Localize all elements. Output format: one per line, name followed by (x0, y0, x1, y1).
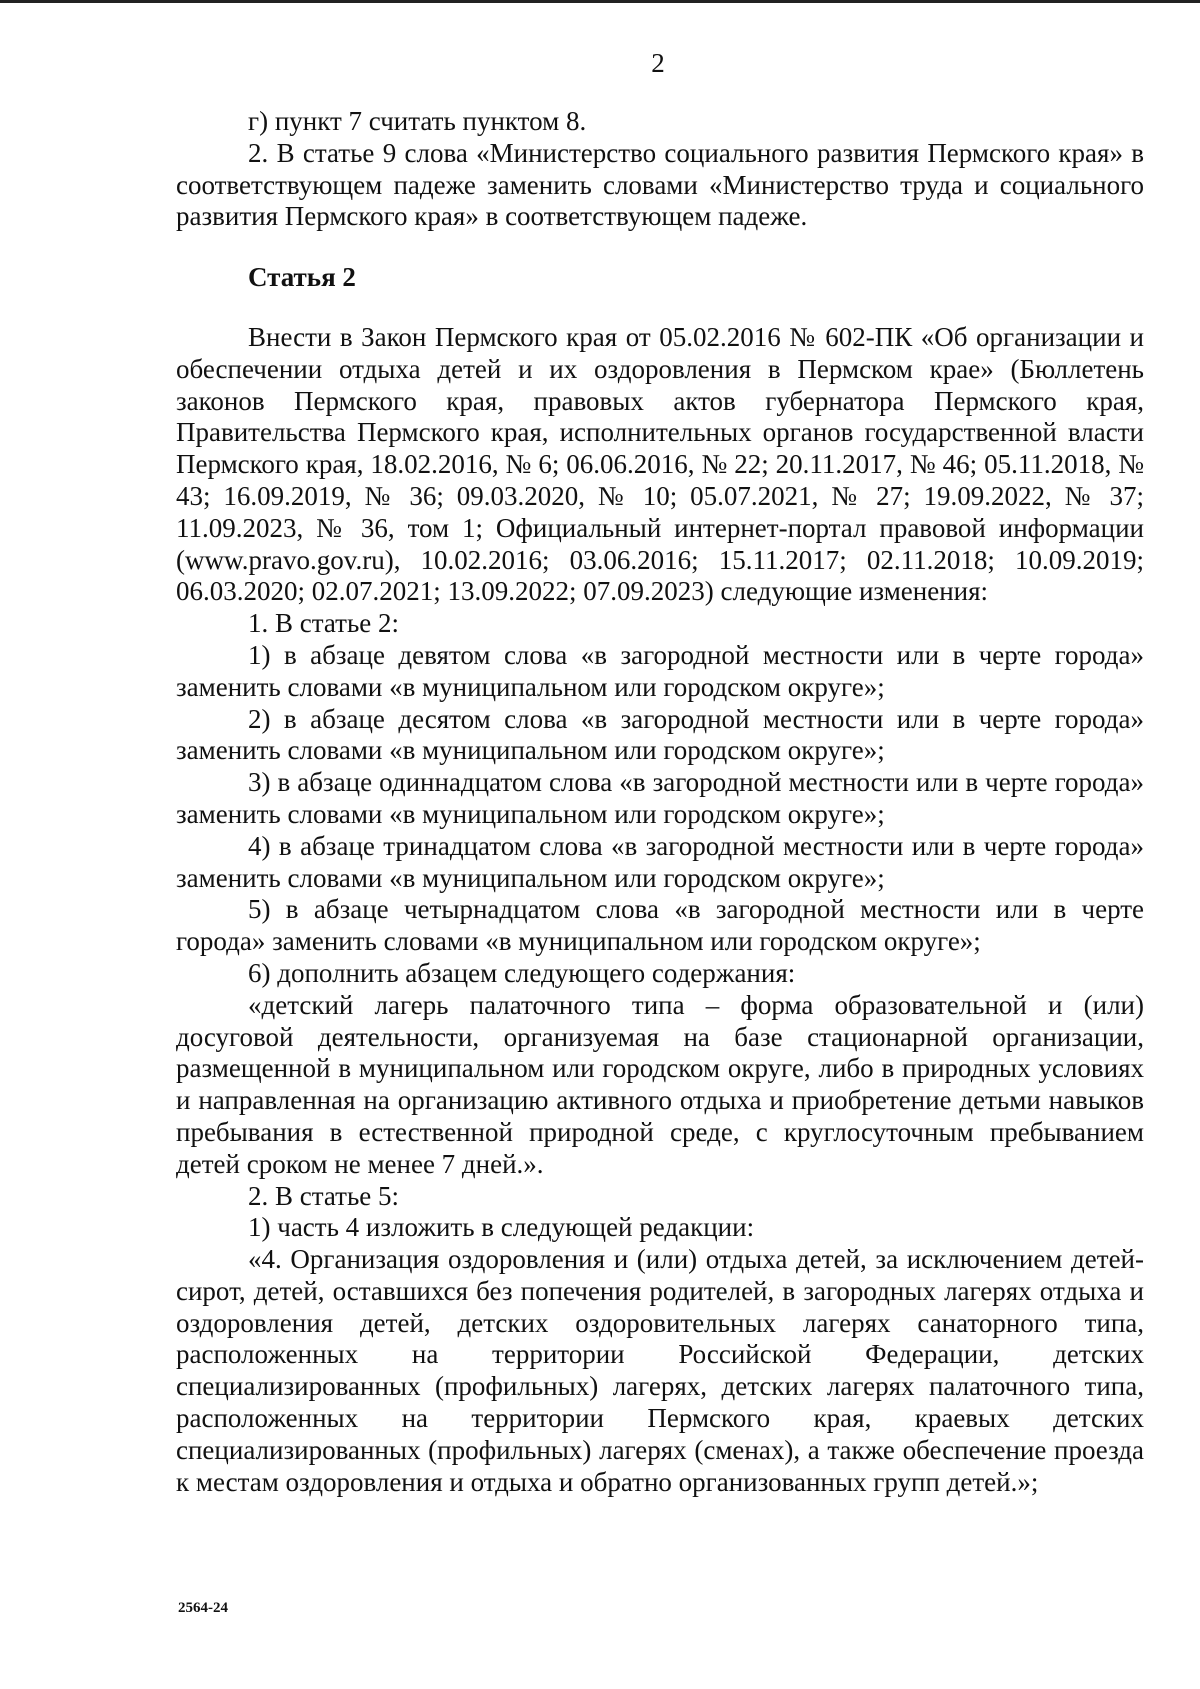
paragraph: 2. В статье 5: (248, 1180, 400, 1211)
document-code: 2564-24 (178, 1600, 228, 1616)
paragraph: 2) в абзаце десятом слова «в загородной местности или в черте города» заменить словами «в муниципальном или городском округе»; (176, 703, 1144, 766)
paragraph: 6) дополнить абзацем следующего содержания: (248, 957, 796, 988)
page-number: 2 (651, 48, 665, 78)
paragraph: «4. Организация оздоровления и (или) отдыха детей, за исключением детей-сирот, детей, оставшихся без попечения родителей, в загородных лагерях отдыха и оздоровления детей, детских оздоровительных лагерях санаторного типа, расположенных на территории Российской Федерации, детских специализированных (профильных) лагерях, детских лагерях палаточного типа, расположенных на территории Пермского края, краевых детских специализированных (профильных) лагерях (сменах), а также обеспечение проезда к местам оздоровления и отдыха и обратно организованных групп детей.»; (176, 1244, 1144, 1497)
scan-top-edge (0, 0, 1200, 3)
paragraph: 3) в абзаце одиннадцатом слова «в загородной местности или в черте города» заменить словами «в муниципальном или городском округе»; (176, 767, 1144, 829)
paragraph: «детский лагерь палаточного типа – форма образовательной и (или) досуговой деятельности, организуемая на базе стационарной организации, размещенной в муниципальном или городском округе, либо в природных условиях и направленная на организацию активного отдыха и приобретение детьми навыков пребывания в естественной природной среде, с круглосуточным пребыванием детей сроком не менее 7 дней.». (176, 989, 1144, 1179)
paragraph: г) пункт 7 считать пунктом 8. (248, 106, 587, 136)
article-heading: Статья 2 (248, 262, 356, 293)
paragraph: 1. В статье 2: (248, 608, 400, 639)
document-body (176, 106, 1144, 1498)
paragraph: Внести в Закон Пермского края от 05.02.2016 № 602-ПК «Об организации и обеспечении отдыха детей и их оздоровления в Пермском крае» (Бюллетень законов Пермского края, правовых актов губернатора Пермского края, Правительства Пермского края, исполнительных органов государственной власти Пермского края, 18.02.2016, № 6; 06.06.2016, № 22; 20.11.2017, № 46; 05.11.2018, № 43; 16.09.2019, № 36; 09.03.2020, № 10; 05.07.2021, № 27; 19.09.2022, № 37; 11.09.2023, № 36, том 1; Официальный интернет-портал правовой информации (www.pravo.gov.ru), 10.02.2016; 03.06.2016; 15.11.2017; 02.11.2018; 10.09.2019; 06.03.2020; 02.07.2021; 13.09.2022; 07.09.2023) следующие изменения: (176, 321, 1144, 607)
paragraph: 5) в абзаце четырнадцатом слова «в загородной местности или в черте города» заменить словами «в муниципальном или городском округе»; (176, 894, 1144, 957)
paragraph: 2. В статье 9 слова «Министерство социального развития Пермского края» в соответствующем падеже заменить словами «Министерство труда и социального развития Пермского края» в соответствующем падеже. (176, 137, 1144, 232)
paragraph: 4) в абзаце тринадцатом слова «в загородной местности или в черте города» заменить словами «в муниципальном или городском округе»; (176, 830, 1144, 893)
paragraph: 1) часть 4 изложить в следующей редакции: (248, 1212, 755, 1243)
paragraph: 1) в абзаце девятом слова «в загородной местности или в черте города» заменить словами «в муниципальном или городском округе»; (176, 639, 1144, 702)
